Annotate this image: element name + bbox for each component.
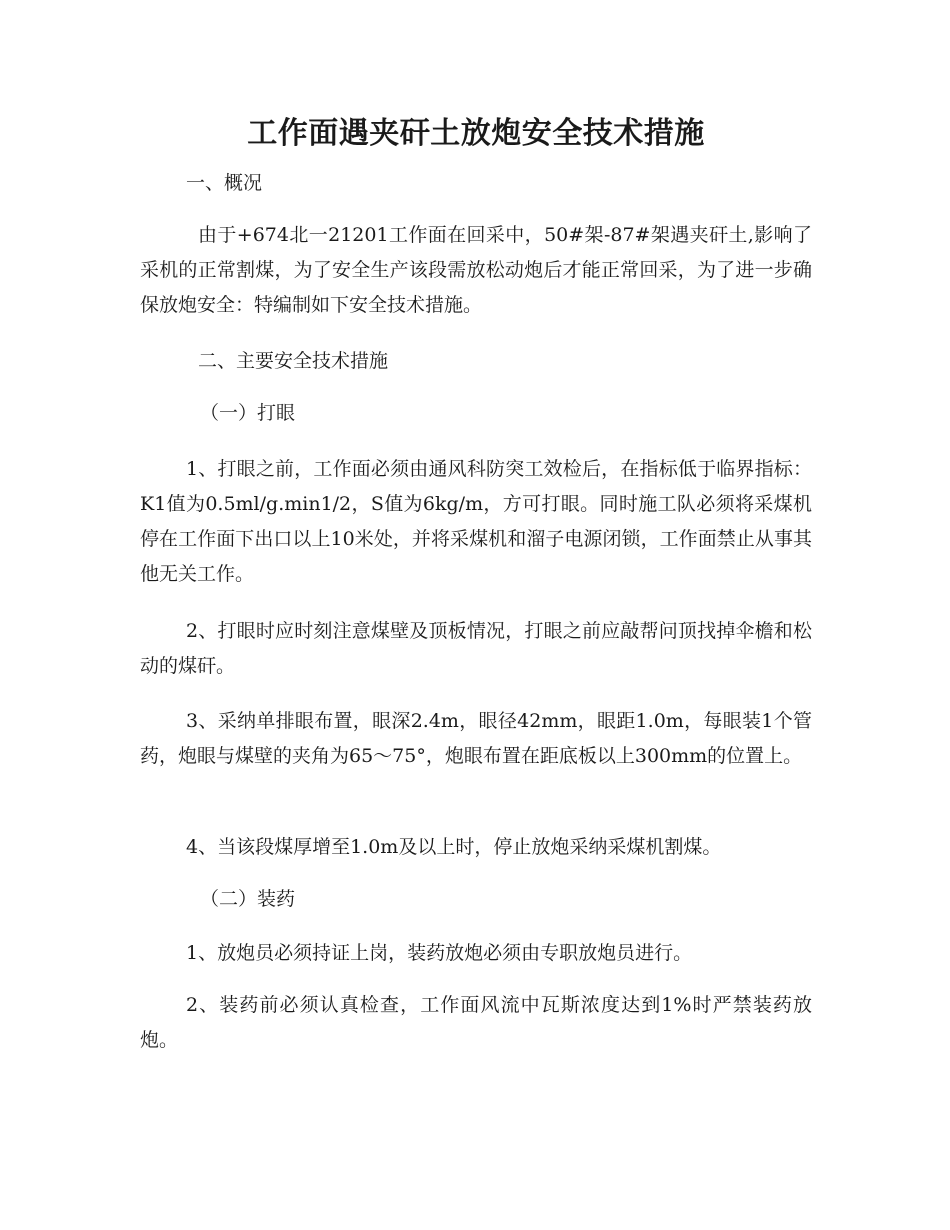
charging-item-1: 1、放炮员必须持证上岗，装药放炮必须由专职放炮员进行。 <box>186 942 693 964</box>
section-heading-overview: 一、概况 <box>186 172 263 194</box>
overview-paragraph: 由于+674北一21201工作面在回采中，50#架-87#架遇夹矸土,影响了采机的正常割煤，为了安全生产该段需放松动炮后才能正常回采，为了进一步确保放炮安全：特编制如下安全技术措施。 <box>140 224 812 316</box>
charging-item-2: 2、装药前必须认真检查，工作面风流中瓦斯浓度达到1%时严禁装药放炮。 <box>140 994 812 1051</box>
subsection-heading-charging: （二）装药 <box>200 888 296 910</box>
drilling-item-1: 1、打眼之前，工作面必须由通风科防突工效检后，在指标低于临界指标：K1值为0.5ml/g.min1/2，S值为6kg/m，方可打眼。同时施工队必须将采煤机停在工作面下出口以上10米处，并将采煤机和溜子电源闭锁，工作面禁止从事其他无关工作。 <box>140 458 812 585</box>
drilling-item-3: 3、采纳单排眼布置，眼深2.4m，眼径42mm，眼距1.0m，每眼装1个管药，炮眼与煤壁的夹角为65～75°，炮眼布置在距底板以上300mm的位置上。 <box>140 710 812 767</box>
section-heading-measures: 二、主要安全技术措施 <box>198 350 389 372</box>
drilling-item-2: 2、打眼时应时刻注意煤壁及顶板情况，打眼之前应敲帮问顶找掉伞檐和松动的煤矸。 <box>140 620 812 677</box>
document-title: 工作面遇夹矸土放炮安全技术措施 <box>247 116 705 151</box>
drilling-item-4: 4、当该段煤厚增至1.0m及以上时，停止放炮采纳采煤机割煤。 <box>186 836 722 858</box>
subsection-heading-drilling: （一）打眼 <box>200 402 296 424</box>
